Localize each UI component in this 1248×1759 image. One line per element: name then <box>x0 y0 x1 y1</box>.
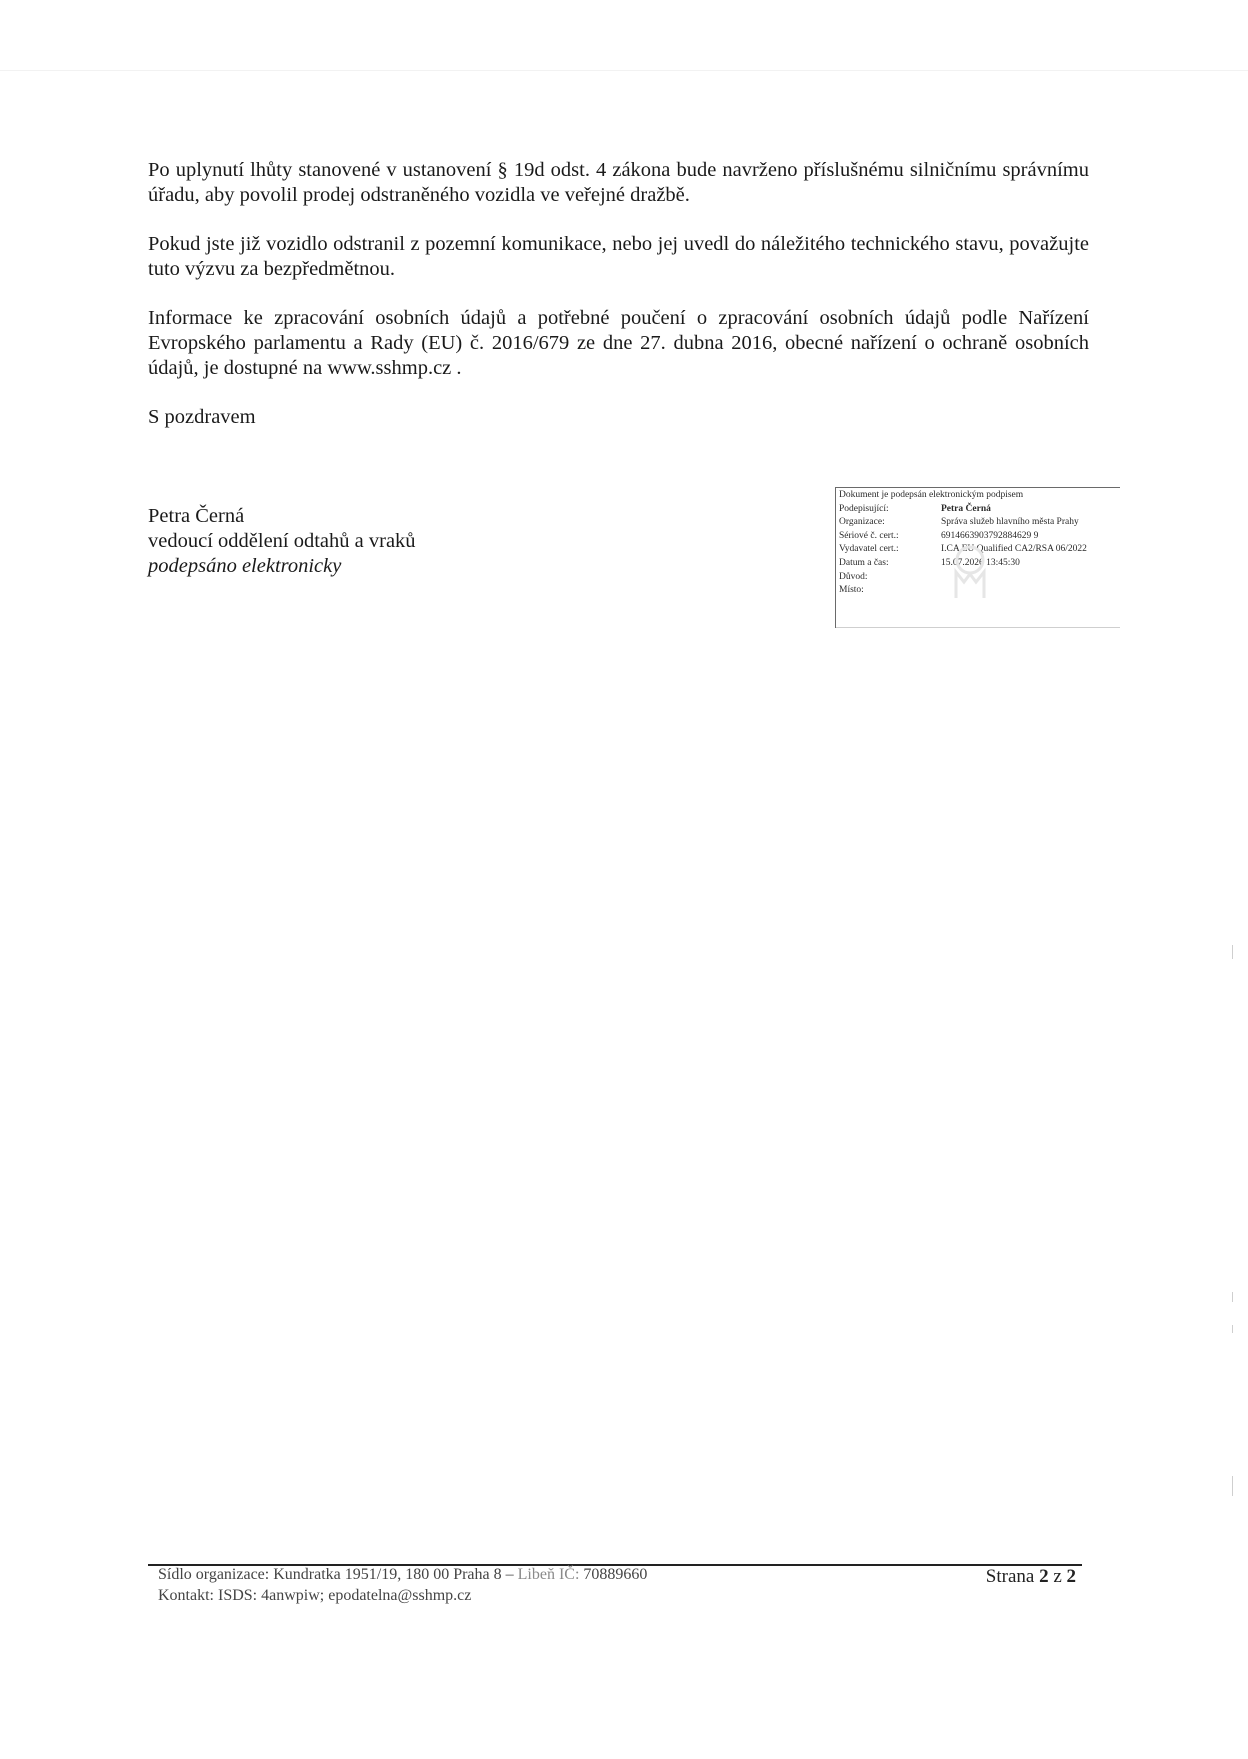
page-prefix: Strana <box>985 1566 1040 1587</box>
signature-label: Organizace: <box>839 517 885 528</box>
signature-label: Podepisující: <box>839 503 889 514</box>
page-total: 2 <box>1066 1566 1076 1587</box>
scan-artifact <box>1232 1292 1233 1302</box>
closing-greeting: S pozdravem <box>148 406 256 428</box>
footer-company-id: 70889660 <box>579 1566 648 1583</box>
signature-label: Datum a čas: <box>839 557 889 568</box>
footer-contact-block <box>158 1564 647 1606</box>
footer-address-text: Sídlo organizace: Kundratka 1951/19, 180 00 Praha 8 – <box>158 1566 514 1583</box>
signature-label: Místo: <box>839 585 864 596</box>
scan-artifact <box>1232 1476 1233 1496</box>
signature-value: Petra Černá <box>941 503 991 514</box>
signature-label: Důvod: <box>839 571 868 582</box>
signature-value: 6914663903792884629 9 <box>941 530 1039 541</box>
paragraph-gdpr-info: Informace ke zpracování osobních údajů a potřebné poučení o zpracování osobních údajů podle Nařízení Evropského parlamentu a Rady (EU) č. 2016/679 ze dne 27. dubna 2016, obecné nařízení o ochraně osobních údajů, je dostupné na www.sshmp.cz . <box>148 307 1089 379</box>
signature-label: Sériové č. cert.: <box>839 530 899 541</box>
paragraph-already-removed: Pokud jste již vozidlo odstranil z pozemní komunikace, nebo jej uvedl do náležitého technického stavu, považujte tuto výzvu za bezpředmětnou. <box>148 233 1089 280</box>
footer-contact: Kontakt: ISDS: 4anwpiw; epodatelna@sshmp.cz <box>158 1587 472 1604</box>
signature-value: Správa služeb hlavního města Prahy <box>941 517 1079 528</box>
page-number <box>986 1566 1076 1588</box>
signer-role: vedoucí oddělení odtahů a vraků <box>148 530 416 552</box>
electronic-signature-box <box>835 487 1120 628</box>
signature-box-bottom-line <box>836 627 1120 628</box>
scan-artifact <box>1232 945 1233 959</box>
signature-row-serial <box>836 530 1120 544</box>
signature-row-signer <box>836 503 1120 517</box>
signature-label: Vydavatel cert.: <box>839 544 899 555</box>
signature-value: I.CA EU Qualified CA2/RSA 06/2022 <box>941 544 1087 555</box>
footer-address <box>158 1564 647 1585</box>
signature-stamp-icon <box>950 544 990 604</box>
scan-artifact <box>1232 1325 1233 1333</box>
signed-electronically-note: podepsáno elektronicky <box>148 555 342 577</box>
scan-edge <box>0 70 1248 71</box>
signature-value: 15.07.2026 13:45:30 <box>941 557 1020 568</box>
signer-block <box>148 504 416 579</box>
signature-row-organization <box>836 516 1120 530</box>
paragraph-auction-notice: Po uplynutí lhůty stanovené v ustanovení § 19d odst. 4 zákona bude navrženo příslušnému silničnímu správnímu úřadu, aby povolil prodej odstraněného vozidla ve veřejné dražbě. <box>148 159 1089 206</box>
page-current: 2 <box>1039 1566 1049 1587</box>
signature-box-title: Dokument je podepsán elektronickým podpisem <box>839 490 1024 500</box>
footer-address-faint: Libeň IČ: <box>513 1566 580 1583</box>
signer-name: Petra Černá <box>148 505 245 527</box>
page-separator: z <box>1048 1566 1067 1587</box>
